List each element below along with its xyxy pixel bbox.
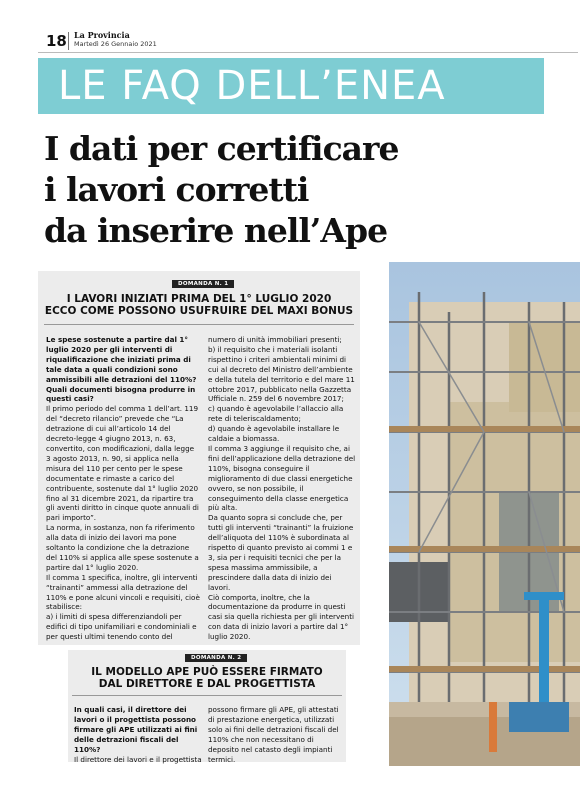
publication-date: Martedì 26 Gennaio 2021 bbox=[74, 40, 157, 48]
page-header bbox=[38, 30, 578, 53]
header-divider bbox=[68, 32, 69, 50]
section-banner bbox=[38, 58, 544, 114]
publication-name: La Provincia bbox=[74, 30, 130, 40]
headline-line: i lavori corretti bbox=[44, 170, 309, 209]
scaffolding-illustration bbox=[389, 262, 580, 766]
headline-line: da inserire nell’Ape bbox=[44, 211, 388, 250]
question-1-title bbox=[44, 293, 354, 317]
title-line: ECCO COME POSSONO USUFRUIRE DEL MAXI BONUS bbox=[44, 305, 354, 317]
answer-paragraph: Il comma 3 aggiunge il requisito che, ai fini dell’applicazione della detrazione del 110%, bisogna conseguire il miglioramento di due classi energetiche ovvero, se non possibile, il conseguimento della classe energetica più alta. bbox=[208, 443, 356, 513]
answer-paragraph: Il direttore dei lavori e il progettista bbox=[74, 754, 202, 764]
question-text: Le spese sostenute a partire dal 1° luglio 2020 per gli interventi di riqualificazione che iniziati prima di tale data a quali condizioni sono ammissibili alle detrazioni del 110%? Quali documenti bisogna produrre in questi casi? bbox=[46, 335, 197, 404]
article-headline bbox=[44, 128, 544, 251]
title-divider bbox=[44, 324, 354, 325]
headline-line: I dati per certificare bbox=[44, 129, 399, 168]
page-number: 18 bbox=[46, 32, 67, 50]
question-1-column-1 bbox=[46, 335, 200, 642]
question-1-box bbox=[38, 271, 360, 645]
answer-paragraph: numero di unità immobiliari presenti; bbox=[208, 335, 342, 344]
title-line: DAL DIRETTORE E DAL PROGETTISTA bbox=[98, 678, 316, 690]
answer-paragraph: a) i limiti di spesa differenziandoli per edifici di tipo unifamiliari e condominiali e per questi ultimi tenendo conto del bbox=[46, 612, 197, 642]
title-line: I LAVORI INIZIATI PRIMA DEL 1° LUGLIO 2020 bbox=[66, 293, 332, 305]
answer-paragraph: c) quando è agevolabile l’allaccio alla rete di teleriscaldamento; bbox=[208, 404, 344, 424]
question-2-column-2 bbox=[208, 705, 342, 764]
answer-paragraph: possono firmare gli APE, gli attestati di prestazione energetica, utilizzati solo ai fini delle detrazioni fiscali del 110% che non necessitano di deposito nel catasto degli impianti termici. bbox=[208, 705, 339, 764]
question-2-title bbox=[72, 666, 342, 690]
title-divider bbox=[72, 695, 342, 696]
answer-paragraph: b) il requisito che i materiali isolanti rispettino i criteri ambientali minimi di cui al decreto del Ministro dell’ambiente e della tutela del territorio e del mare 11 ottobre 2017, pubblicato nella Gazzetta Ufficiale n. 259 del 6 novembre 2017; bbox=[208, 344, 355, 404]
question-tag: DOMANDA N. 1 bbox=[172, 280, 234, 288]
question-1-column-2 bbox=[208, 335, 356, 642]
answer-paragraph: d) quando è agevolabile installare le caldaie a biomassa. bbox=[208, 424, 340, 444]
answer-paragraph: Da quanto sopra si conclude che, per tutti gli interventi “trainanti” la fruizione dell’aliquota del 110% è subordinata al rispetto di quanto previsto ai commi 1 e 3, sia per i requisiti tecnici che per la spesa massima ammissibile, a prescindere dalla data di inizio dei lavori. bbox=[208, 513, 354, 592]
section-title: LE FAQ DELL’ENEA bbox=[58, 63, 446, 109]
answer-paragraph: Ciò comporta, inoltre, che la documentazione da produrre in questi casi sia quella richiesta per gli interventi con data di inizio lavori a partire dal 1° luglio 2020. bbox=[208, 592, 355, 642]
question-text: In quali casi, il direttore dei lavori o il progettista possono firmare gli APE utilizzati ai fini delle detrazioni fiscali del 110%? bbox=[74, 705, 198, 754]
answer-paragraph: La norma, in sostanza, non fa riferimento alla data di inizio dei lavori ma pone soltanto la condizione che la detrazione del 110% si applica alle spese sostenute a partire dal 1° luglio 2020. bbox=[46, 523, 199, 572]
answer-paragraph: Il primo periodo del comma 1 dell’art. 119 del “decreto rilancio” prevede che “La detrazione di cui all’articolo 14 del decreto-legge 4 giugno 2013, n. 63, convertito, con modificazioni, dalla legge 3 agosto 2013, n. 90, si applica nella misura del 110 per cento per le spese documentate e rimaste a carico del contribuente, sostenute dal 1° luglio 2020 fino al 31 dicembre 2021, da ripartire tra gli aventi diritto in cinque quote annuali di pari importo”. bbox=[46, 404, 199, 523]
construction-photo bbox=[389, 262, 580, 766]
question-2-box bbox=[68, 650, 346, 762]
question-2-column-1 bbox=[74, 705, 202, 764]
answer-paragraph: Il comma 1 specifica, inoltre, gli interventi “trainanti” ammessi alla detrazione del 110% e pone alcuni vincoli e requisiti, cioè stabilisce: bbox=[46, 572, 200, 612]
question-tag: DOMANDA N. 2 bbox=[185, 654, 247, 662]
title-line: IL MODELLO APE PUÒ ESSERE FIRMATO bbox=[91, 666, 323, 678]
